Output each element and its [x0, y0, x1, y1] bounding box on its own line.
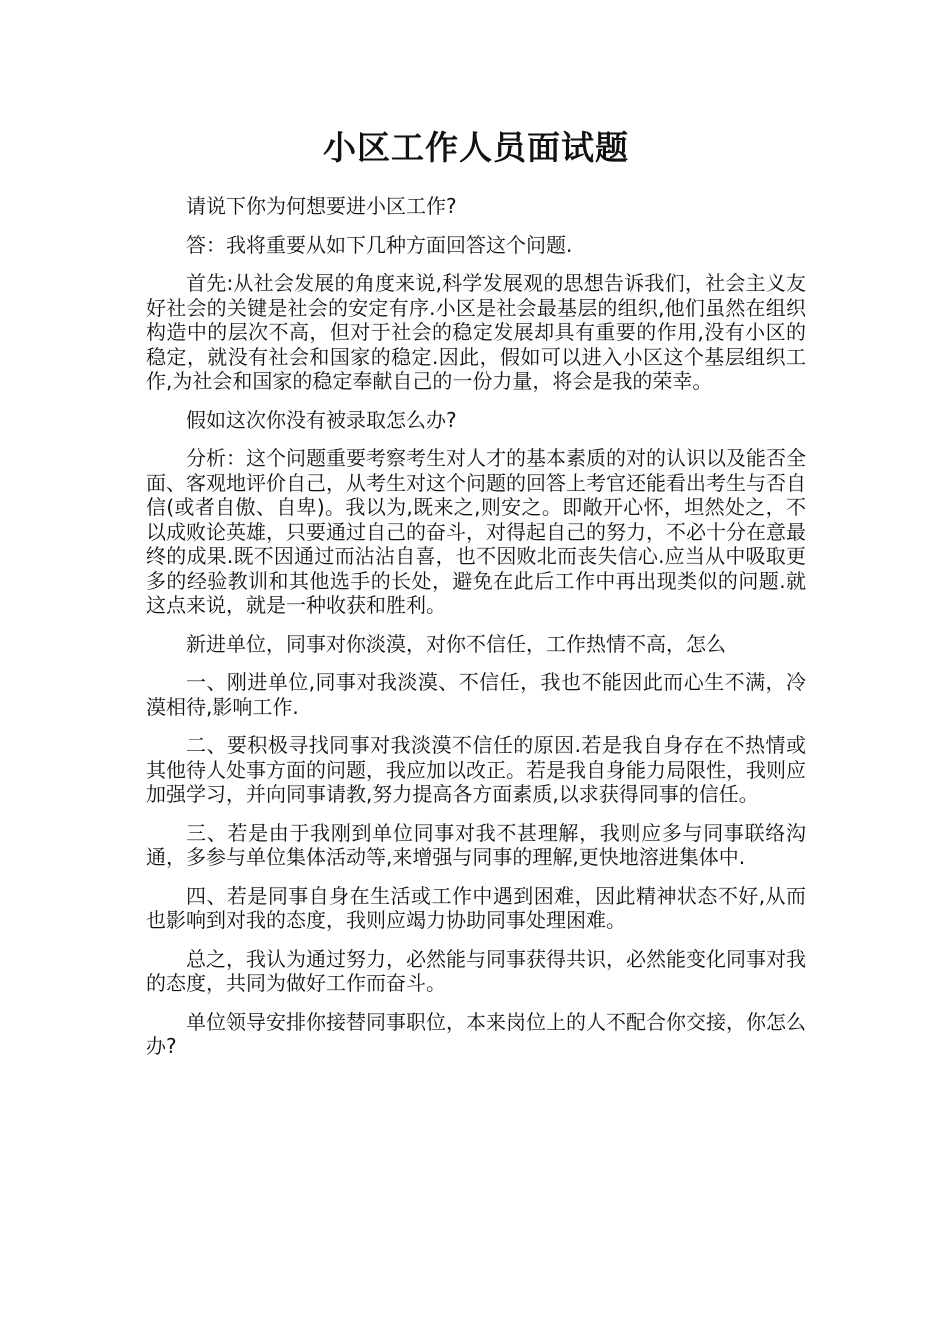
question-paragraph: 新进单位，同事对你淡漠，对你不信任，工作热情不高，怎么: [186, 631, 726, 656]
answer-point-paragraph: 三、若是由于我刚到单位同事对我不甚理解，我则应多与同事联络沟通，多参与单位集体活动等,来增强与同事的理解,更快地溶进集体中.: [146, 820, 806, 869]
document-page: [146, 120, 806, 1073]
document-title: 小区工作人员面试题: [323, 128, 629, 167]
question-paragraph: 假如这次你没有被录取怎么办?: [186, 407, 457, 432]
answer-point-paragraph: 二、要积极寻找同事对我淡漠不信任的原因.若是我自身存在不热情或其他待人处事方面的问题，我应加以改正。若是我自身能力局限性，我则应加强学习，并向同事请教,努力提高各方面素质,以求获得同事的信任。: [146, 733, 806, 806]
answer-point-paragraph: 四、若是同事自身在生活或工作中遇到困难，因此精神状态不好,从而也影响到对我的态度，我则应竭力协助同事处理困难。: [146, 883, 806, 932]
answer-paragraph: 答：我将重要从如下几种方面回答这个问题.: [186, 232, 573, 257]
question-paragraph: 请说下你为何想要进小区工作?: [186, 194, 457, 218]
answer-paragraph: 首先:从社会发展的角度来说,科学发展观的思想告诉我们，社会主义友好社会的关键是社会的安定有序.小区是社会最基层的组织,他们虽然在组织构造中的层次不高，但对于社会的稳定发展却具有重要的作用,没有小区的稳定，就没有社会和国家的稳定.因此，假如可以进入小区这个基层组织工作,为社会和国家的稳定奉献自己的一份力量，将会是我的荣幸。: [146, 271, 806, 393]
answer-point-paragraph: 一、刚进单位,同事对我淡漠、不信任，我也不能因此而心生不满，冷漠相待,影响工作.: [146, 670, 806, 719]
analysis-paragraph: 分析：这个问题重要考察考生对人才的基本素质的对的认识以及能否全面、客观地评价自己，从考生对这个问题的回答上考官还能看出考生与否自信(或者自傲、自卑)。我以为,既来之,则安之。即敞开心怀，坦然处之，不以成败论英雄，只要通过自己的奋斗，对得起自己的努力，不必十分在意最终的成果.既不因通过而沾沾自喜，也不因败北而丧失信心.应当从中吸取更多的经验教训和其他选手的长处，避免在此后工作中再出现类似的问题.就这点来说，就是一种收获和胜利。: [146, 446, 806, 617]
question-paragraph: 单位领导安排你接替同事职位，本来岗位上的人不配合你交接，你怎么办?: [146, 1009, 806, 1058]
summary-paragraph: 总之，我认为通过努力，必然能与同事获得共识，必然能变化同事对我的态度，共同为做好工作而奋斗。: [146, 946, 806, 995]
